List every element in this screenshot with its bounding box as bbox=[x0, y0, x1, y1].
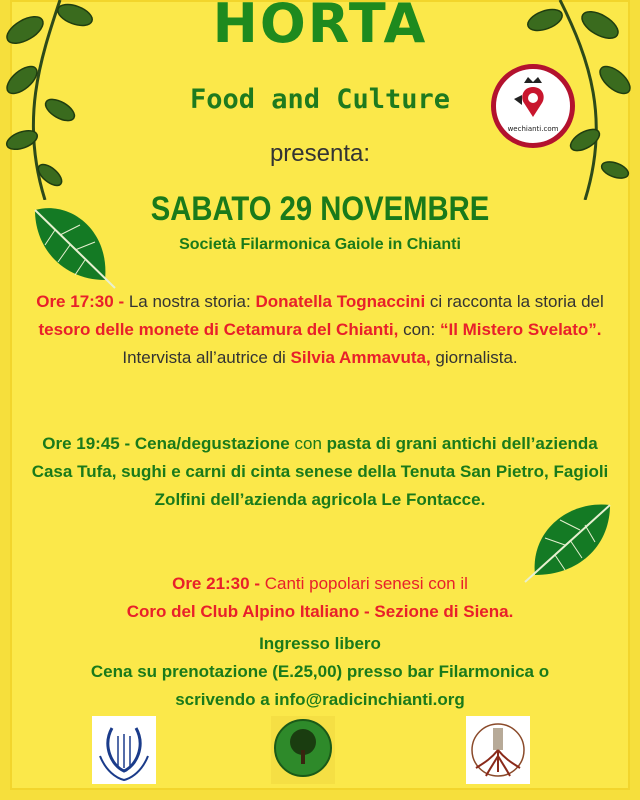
time-1945: Ore 19:45 - Cena/degustazione bbox=[42, 434, 290, 453]
program-item-1945: Ore 19:45 - Cena/degustazione con pasta di grani antichi dell’azienda Casa Tufa, sughi e carni di cinta senese della Tenuta San Pietro, Fagioli Zolfini dell’azienda agricola Le Fontacce. bbox=[31, 434, 609, 509]
event-venue: Società Filarmonica Gaiole in Chianti bbox=[179, 236, 461, 253]
entry-text: Ingresso libero bbox=[259, 634, 381, 653]
program-item-1730: Ore 17:30 - La nostra storia: Donatella Tognaccini ci racconta la storia del tesoro delle monete di Cetamura del Chianti, con: “Il Mistero Svelato”. Intervista all’autrice di Silvia Ammavuta, giornalista. bbox=[36, 292, 604, 367]
tree-icon bbox=[271, 716, 335, 784]
wechianti-badge[interactable] bbox=[491, 64, 575, 148]
roots-icon bbox=[466, 716, 530, 784]
program-item-2130: Ore 21:30 - Canti popolari senesi con il Coro del Club Alpino Italiano - Sezione di Siena. bbox=[126, 574, 514, 621]
dinner-text: Cena su prenotazione (E.25,00) presso bar Filarmonica o bbox=[90, 662, 550, 681]
poster-subtitle: Food and Culture bbox=[189, 84, 451, 115]
time-2130: Ore 21:30 - bbox=[172, 574, 260, 593]
sponsor-logo-filarmonica bbox=[92, 716, 156, 784]
sponsor-logo-radici-in-chianti bbox=[466, 716, 530, 784]
sponsor-logo-la-bacchetta bbox=[271, 716, 335, 784]
poster-title: HORTA bbox=[212, 0, 428, 55]
event-date: SABATO 29 NOVEMBRE bbox=[150, 190, 490, 228]
time-1730: Ore 17:30 - bbox=[36, 292, 125, 311]
email-text[interactable]: scrivendo a info@radicinchianti.org bbox=[175, 690, 465, 709]
event-info bbox=[20, 630, 620, 714]
lyre-icon bbox=[92, 716, 156, 784]
presenta-label: presenta: bbox=[269, 140, 371, 167]
badge-text: wechianti.com bbox=[507, 125, 559, 133]
